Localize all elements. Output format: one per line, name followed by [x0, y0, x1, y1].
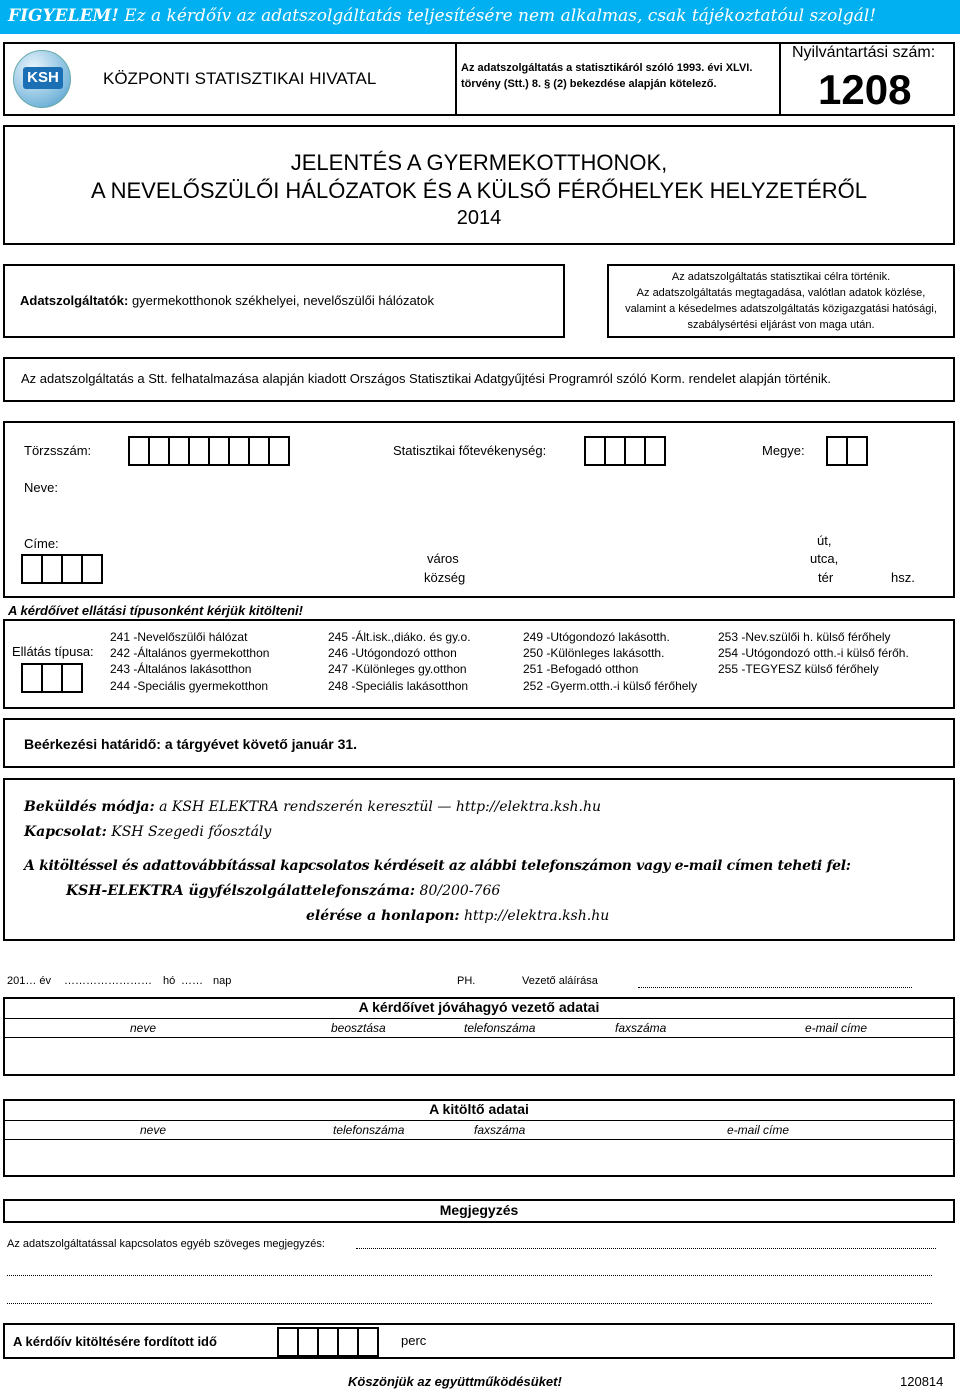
ellatas-code-number: 244	[110, 679, 131, 693]
ellatas-code-number: 247	[328, 662, 349, 676]
notice-line-3: valamint a késedelmes adatszolgáltatás közigazgatási hatósági,	[625, 303, 937, 315]
kapcsolat-value: KSH Szegedi főosztály	[106, 824, 272, 840]
notice-line-1: Az adatszolgáltatás statisztikai célra történik.	[671, 271, 891, 283]
approver-title-underline	[3, 1018, 955, 1019]
bekuldes-value: a KSH ELEKTRA rendszerén keresztül	[154, 799, 438, 815]
ellatas-code-number: 255	[718, 662, 739, 676]
date-month-label: hó	[163, 975, 176, 987]
remarks-line-1[interactable]	[356, 1248, 936, 1249]
ter-label: tér	[818, 570, 834, 585]
cime-label: Címe:	[24, 536, 59, 551]
service-line	[66, 883, 307, 899]
ellatas-code-number: 248	[328, 679, 349, 693]
ellatas-code-text: -Általános gyermekotthon	[130, 646, 270, 660]
varos-label: város	[427, 551, 459, 566]
hsz-label: hsz.	[891, 570, 915, 585]
header-divider-right	[779, 42, 781, 116]
filler-col-neve: neve	[140, 1123, 167, 1137]
filler-col-faxszama: faxszáma	[474, 1123, 526, 1137]
approver-title: A kérdőívet jóváhagyó vezető adatai	[358, 999, 600, 1015]
ksh-logo-text: KSH	[23, 67, 63, 89]
ellatas-code-text: -Utógondozó otth.-i külső férőh.	[738, 646, 909, 660]
providers-value: gyermekotthonok székhelyei, nevelőszülői hálózatok	[128, 293, 435, 308]
program-text: Az adatszolgáltatás a Stt. felhatalmazása alapján kiadott Országos Statisztikai Adatgyűjtési Programról szóló Korm. rendelet alapján történik.	[21, 371, 832, 386]
service-name: KSH-ELEKTRA ügyfélszolgálat	[66, 883, 308, 899]
ellatas-code-number: 253	[718, 630, 739, 644]
ellatas-code-253	[718, 630, 891, 644]
ellatas-code-text: -Utógondozó lakásotth.	[543, 630, 670, 644]
ellatas-code-249	[523, 630, 670, 644]
ellatas-code-number: 252	[523, 679, 544, 693]
postcode-input[interactable]	[21, 554, 103, 584]
ellatas-code-text: -Általános lakásotthon	[130, 662, 252, 676]
ellatas-code-number: 243	[110, 662, 131, 676]
ellatas-code-248	[328, 679, 468, 693]
ellatas-code-text: -Speciális gyermekotthon	[130, 679, 269, 693]
megye-label: Megye:	[762, 443, 805, 458]
signature-line[interactable]	[638, 987, 912, 988]
ellatas-code-247	[328, 662, 467, 676]
approver-col-telefonszama: telefonszáma	[464, 1021, 536, 1035]
kapcsolat-line	[24, 824, 271, 840]
law-line-2: törvény (Stt.) 8. § (2) bekezdése alapján kötelező.	[461, 78, 717, 90]
ellatas-code-text: -Speciális lakásotthon	[348, 679, 469, 693]
ellatas-code-text: -Befogadó otthon	[543, 662, 639, 676]
notice-text	[607, 269, 955, 333]
neve-label: Neve:	[24, 480, 58, 495]
ellatas-code-number: 254	[718, 646, 739, 660]
registration-number: 1208	[818, 66, 912, 113]
ph-label: PH.	[457, 975, 476, 987]
ellatas-code-number: 246	[328, 646, 349, 660]
notice-line-2: Az adatszolgáltatás megtagadása, valótlan adatok közlése,	[636, 287, 926, 299]
title-line-1: JELENTÉS A GYERMEKOTTHONOK,	[290, 150, 668, 175]
ellatas-code-250	[523, 646, 664, 660]
utca-label: utca,	[810, 551, 839, 566]
kozseg-label: község	[424, 570, 466, 585]
ellatas-code-255	[718, 662, 879, 676]
phone-line	[306, 883, 500, 899]
time-spent-unit: perc	[401, 1333, 427, 1348]
bekuldes-label: Beküldés módja:	[24, 799, 155, 815]
warning-message: Ez a kérdőív az adatszolgáltatás teljesítésére nem alkalmas, csak tájékoztatóul szolgál!	[118, 6, 877, 26]
web-line	[306, 908, 609, 924]
approver-header-underline	[3, 1037, 955, 1038]
fotevekenyseg-input[interactable]	[584, 436, 666, 466]
approver-col-beosztasa: beosztása	[331, 1021, 386, 1035]
megye-input[interactable]	[826, 436, 868, 466]
law-line-1: Az adatszolgáltatás a statisztikáról szóló 1993. évi XLVI.	[461, 62, 753, 74]
bekuldes-line	[24, 799, 601, 815]
ellatas-code-number: 250	[523, 646, 544, 660]
bekuldes-url[interactable]: http://elektra.ksh.hu	[455, 799, 602, 815]
warning-text	[8, 6, 876, 26]
ellatas-code-number: 245	[328, 630, 349, 644]
filler-title-underline	[3, 1120, 955, 1121]
ellatas-code-number: 249	[523, 630, 544, 644]
remarks-text: Az adatszolgáltatással kapcsolatos egyéb szöveges megjegyzés:	[7, 1238, 325, 1250]
providers-label: Adatszolgáltatók:	[20, 293, 129, 308]
ellatas-code-243	[110, 662, 251, 676]
filler-header-underline	[3, 1139, 955, 1140]
ellatas-code-text: -Nev.szülői h. külső férőhely	[738, 630, 891, 644]
remarks-line-2[interactable]	[7, 1275, 932, 1276]
kapcsolat-label: Kapcsolat:	[24, 824, 107, 840]
thanks-text: Köszönjük az együttműködésüket!	[348, 1374, 562, 1389]
ellatas-instruction: A kérdőívet ellátási típusonként kérjük kitölteni!	[8, 603, 303, 618]
ellatas-code-number: 251	[523, 662, 544, 676]
ut-label: út,	[817, 533, 832, 548]
date-day-dots[interactable]: ……	[181, 975, 203, 987]
phone-label: telefonszáma:	[306, 883, 416, 899]
ellatas-code-246	[328, 646, 457, 660]
date-month-dots[interactable]: ……………………	[64, 975, 152, 987]
filler-col-email: e-mail címe	[727, 1123, 790, 1137]
approver-col-neve: neve	[130, 1021, 157, 1035]
phone-value: 80/200-766	[415, 883, 501, 899]
title-line-2: A NEVELŐSZÜLŐI HÁLÓZATOK ÉS A KÜLSŐ FÉRŐHELYEK HELYZETÉRŐL	[91, 178, 867, 203]
date-year: 201… év	[7, 975, 52, 987]
questions-text: A kitöltéssel és adattovábbítással kapcsolatos kérdéseit az alábbi telefonszámon vagy e-mail címen teheti fel:	[24, 858, 851, 874]
remarks-title: Megjegyzés	[439, 1202, 519, 1218]
bekuldes-dash: —	[437, 799, 452, 815]
ellatas-code-number: 242	[110, 646, 131, 660]
filler-title: A kitöltő adatai	[429, 1101, 529, 1117]
ellatas-code-text: -Nevelőszülői hálózat	[130, 630, 248, 644]
ellatas-label: Ellátás típusa:	[12, 644, 94, 659]
ellatas-code-252	[523, 679, 697, 693]
ellatas-code-number: 241	[110, 630, 131, 644]
warning-prefix: FIGYELEM!	[8, 6, 119, 26]
ellatas-code-text: -Utógondozó otthon	[348, 646, 457, 660]
web-value[interactable]: http://elektra.ksh.hu	[459, 908, 610, 924]
deadline-text: Beérkezési határidő: a tárgyévet követő január 31.	[24, 736, 358, 752]
registration-label: Nyilvántartási szám:	[792, 44, 936, 61]
ellatas-code-254	[718, 646, 909, 660]
ellatas-code-244	[110, 679, 268, 693]
time-spent-label: A kérdőív kitöltésére fordított idő	[13, 1334, 217, 1349]
ellatas-code-251	[523, 662, 638, 676]
header-divider-left	[455, 42, 457, 116]
fotevekenyseg-label: Statisztikai főtevékenység:	[393, 443, 547, 458]
torzsszam-label: Törzsszám:	[24, 443, 92, 458]
form-code: 120814	[900, 1374, 944, 1389]
signature-label: Vezető aláírása	[522, 975, 598, 987]
filler-col-telefonszama: telefonszáma	[333, 1123, 405, 1137]
ellatas-code-text: -Különleges gy.otthon	[348, 662, 467, 676]
providers-text	[20, 293, 434, 308]
torzsszam-input[interactable]	[128, 436, 290, 466]
notice-line-4: szabálysértési eljárást von maga után.	[687, 319, 875, 331]
approver-col-faxszama: faxszáma	[615, 1021, 667, 1035]
time-spent-input[interactable]	[277, 1327, 379, 1357]
title-year: 2014	[456, 207, 502, 229]
date-day-label: nap	[213, 975, 232, 987]
web-label: elérése a honlapon:	[306, 908, 460, 924]
approver-col-email: e-mail címe	[805, 1021, 868, 1035]
ellatas-code-text: -TEGYESZ külső férőhely	[738, 662, 879, 676]
ellatas-code-text: -Ált.isk.,diáko. és gy.o.	[348, 630, 471, 644]
ellatas-code-245	[328, 630, 471, 644]
ellatas-code-241	[110, 630, 247, 644]
remarks-line-3[interactable]	[7, 1303, 932, 1304]
ellatas-code-242	[110, 646, 269, 660]
org-name: KÖZPONTI STATISZTIKAI HIVATAL	[103, 69, 377, 88]
ellatas-code-text: -Gyerm.otth.-i külső férőhely	[543, 679, 698, 693]
ksh-logo	[13, 50, 71, 108]
ellatas-code-text: -Különleges lakásotth.	[543, 646, 665, 660]
ellatas-input[interactable]	[21, 663, 83, 693]
